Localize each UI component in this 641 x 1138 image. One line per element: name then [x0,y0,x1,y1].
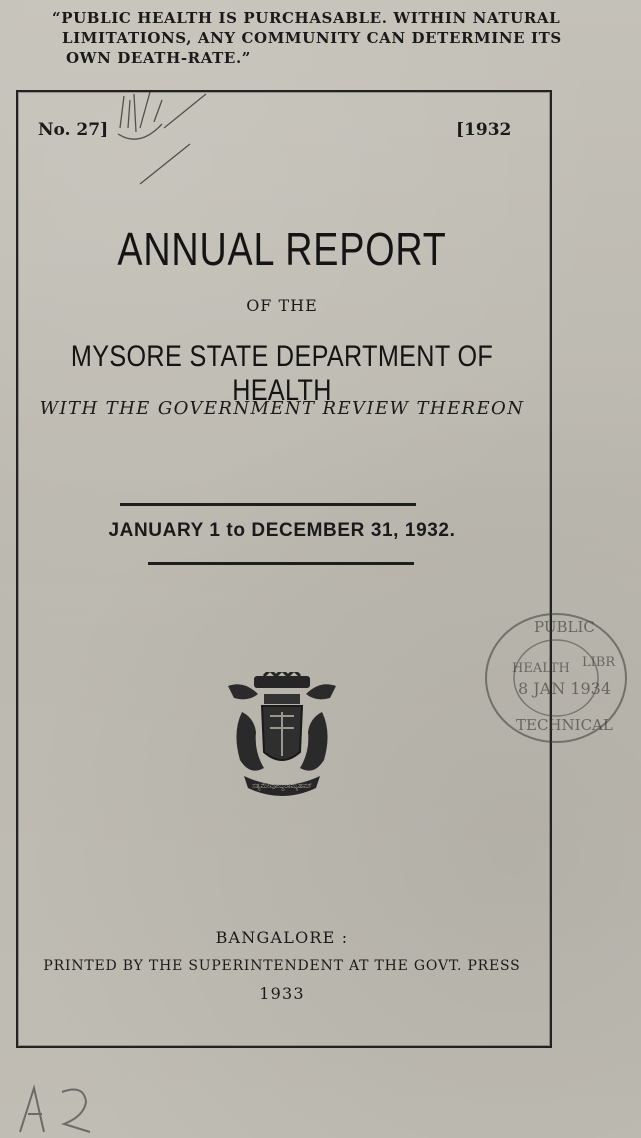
report-year-tag: [1932 [456,120,512,140]
motto-line-1: “PUBLIC HEALTH IS PURCHASABLE. WITHIN NATURAL [52,9,561,27]
svg-text:LIBR: LIBR [582,655,616,670]
pencil-scribble [110,88,220,188]
imprint-place: BANGALORE : [215,928,349,947]
imprint-year: 1933 [259,984,305,1003]
report-period: JANUARY 1 to DECEMBER 31, 1932. [108,520,456,541]
motto-line-3: OWN DEATH-RATE.” [66,49,251,67]
svg-text:HEALTH: HEALTH [512,661,570,676]
svg-text:8 JAN 1934: 8 JAN 1934 [518,679,612,698]
svg-text:ಸತ್ಯಮೇವೋದ್ಧರಾಮ್ಯಹಮ್: ಸತ್ಯಮೇವೋದ್ಧರಾಮ್ಯಹಮ್ [252,782,312,790]
imprint-printer: PRINTED BY THE SUPERINTENDENT AT THE GOVT. PRESS [43,958,521,974]
department-name: MYSORE STATE DEPARTMENT OF HEALTH [70,340,494,407]
svg-text:TECHNICAL: TECHNICAL [516,716,613,734]
of-the-text: OF THE [246,296,318,315]
motto-quote [52,8,572,68]
corner-handwritten-mark [0,1080,120,1138]
divider-top [120,503,416,506]
motto-line-2: LIMITATIONS, ANY COMMUNITY CAN DETERMINE ITS [62,29,562,47]
divider-bottom [148,562,414,565]
state-emblem-icon [224,672,340,804]
page-title: ANNUAL REPORT [117,223,447,275]
report-number: No. 27] [38,120,109,140]
review-subtitle: WITH THE GOVERNMENT REVIEW THEREON [39,398,525,419]
library-stamp [470,602,638,752]
svg-text:PUBLIC: PUBLIC [534,618,595,636]
